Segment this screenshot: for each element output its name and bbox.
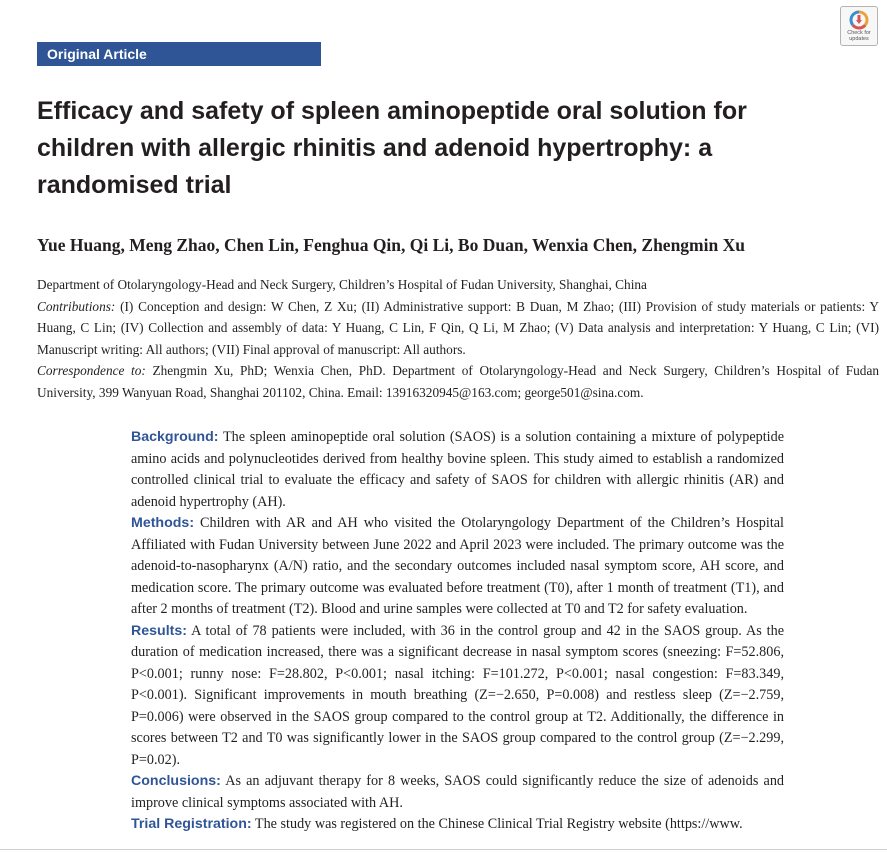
contributions	[37, 296, 879, 361]
conclusions-heading: Conclusions:	[131, 773, 221, 789]
results-text: A total of 78 patients were included, with 36 in the control group and 42 in the SAOS group. As the duration of medication increased, there was a significant decrease in nasal symptom scores (sneezing: F=52.806, P<0.001; runny nose: F=28.802, P<0.001; nasal itching: F=101.272, P<0.001; nasal congestion: F=83.349, P<0.001). Significant improvements in mouth breathing (Z=−2.650, P=0.008) and restless sleep (Z=−2.759, P=0.006) were observed in the SAOS group compared to the control group at T2. Additionally, the difference in scores between T2 and T0 was significantly lower in the SAOS group compared to the control group (Z=−2.299, P=0.02).	[131, 622, 784, 768]
abstract-methods	[131, 513, 784, 621]
contributions-text: (I) Conception and design: W Chen, Z Xu; (II) Administrative support: B Duan, M Zhao; (III) Provision of study materials or patients: Y Huang, C Lin; (IV) Collection and assembly of data: Y Huang, C Lin, F Qin, Q Li, M Zhao; (V) Data analysis and interpretation: Y Huang, C Lin; (VI) Manuscript writing: All authors; (VII) Final approval of manuscript: All authors.	[37, 298, 879, 357]
background-text: The spleen aminopeptide oral solution (SAOS) is a solution containing a mixture of polypeptide amino acids and polynucleotides derived from healthy bovine spleen. This study aimed to establish a randomized controlled clinical trial to evaluate the efficacy and safety of SAOS for children with allergic rhinitis (AR) and adenoid hypertrophy (AH).	[131, 429, 784, 510]
abstract	[131, 427, 784, 836]
correspondence-text: Zhengmin Xu, PhD; Wenxia Chen, PhD. Department of Otolaryngology-Head and Neck Surgery, Children’s Hospital of Fudan University, 399 Wanyuan Road, Shanghai 201102, China. Email: 13916320945@163.com; george501@sina.com.	[37, 363, 880, 400]
article-title: Efficacy and safety of spleen aminopeptide oral solution for children with allergic rhinitis and adenoid hypertrophy: a randomised trial	[37, 97, 747, 199]
correspondence-label: Correspondence to:	[37, 363, 146, 378]
article-metadata	[37, 274, 879, 403]
article-type-banner	[37, 42, 321, 66]
abstract-conclusions	[131, 771, 784, 814]
correspondence	[37, 360, 879, 403]
abstract-results	[131, 621, 784, 772]
check-for-updates-icon	[849, 10, 869, 30]
contributions-label: Contributions:	[37, 298, 116, 314]
results-heading: Results:	[131, 622, 187, 639]
check-for-updates-badge[interactable]	[840, 6, 878, 46]
abstract-trial-registration	[131, 814, 784, 836]
check-for-updates-text: Check for updates	[847, 30, 871, 42]
background-heading: Background:	[131, 429, 219, 445]
trial-registration-text: The study was registered on the Chinese Clinical Trial Registry website (https://www.	[254, 816, 743, 832]
abstract-background	[131, 427, 784, 513]
trial-registration-heading: Trial Registration:	[131, 816, 252, 832]
methods-text: Children with AR and AH who visited the Otolaryngology Department of the Children’s Hospital Affiliated with Fudan University between June 2022 and April 2023 were included. The primary outcome was the adenoid-to-nasopharynx (A/N) ratio, and the secondary outcomes included nasal symptom score, AH score, and medication score. The primary outcome was evaluated before treatment (T0), after 1 month of treatment (T1), and after 2 months of treatment (T2). Blood and urine samples were collected at T0 and T2 for safety evaluation.	[131, 515, 784, 617]
author-list: Yue Huang, Meng Zhao, Chen Lin, Fenghua Qin, Qi Li, Bo Duan, Wenxia Chen, Zhengmin Xu	[37, 235, 745, 255]
affiliation: Department of Otolaryngology-Head and Neck Surgery, Children’s Hospital of Fudan University, Shanghai, China	[37, 277, 647, 292]
article-type-label: Original Article	[47, 46, 147, 62]
methods-heading: Methods:	[131, 515, 195, 531]
conclusions-text: As an adjuvant therapy for 8 weeks, SAOS could significantly reduce the size of adenoids and improve clinical symptoms associated with AH.	[131, 773, 785, 811]
